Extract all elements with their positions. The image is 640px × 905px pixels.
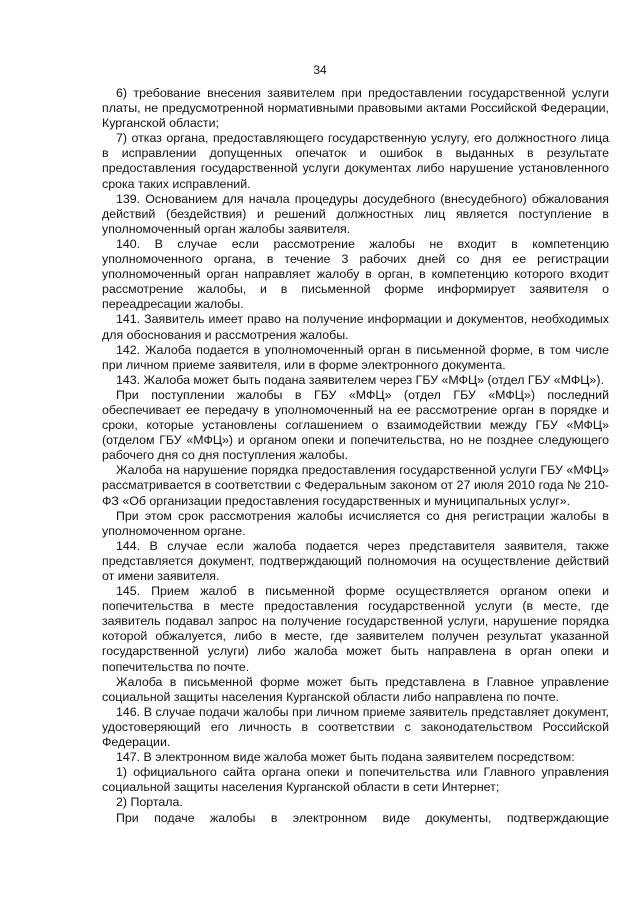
paragraph-144: 144. В случае если жалоба подается через представителя заявителя, также представляется документ, подтверждающий полномочия на осуществление действий от имени заявителя. <box>102 538 609 583</box>
paragraph-143-mfc-complaint: Жалоба на нарушение порядка предоставления государственной услуги ГБУ «МФЦ» рассматривается в соответствии с Федеральным законом от 27 июля 2010 года № 210-ФЗ «Об организации предоставления государственных и муниципальных услуг». <box>102 463 609 508</box>
paragraph-143-term: При этом срок рассмотрения жалобы исчисляется со дня регистрации жалобы в уполномоченном органе. <box>102 508 609 538</box>
paragraph-item-6: 6) требование внесения заявителем при предоставлении государственной услуги платы, не предусмотренной нормативными правовыми актами Российской Федерации, Курганской области; <box>102 86 609 131</box>
paragraph-145: 145. Прием жалоб в письменной форме осуществляется органом опеки и попечительства в месте предоставления государственной услуги (в месте, где заявитель подавал запрос на получение государственной услуги, нарушение порядка которой обжалуется, либо в месте, где заявителем получен результат указанной государственной услуги) либо жалоба может быть направлена в орган опеки и попечительства по почте. <box>102 584 609 674</box>
paragraph-147: 147. В электронном виде жалоба может быть подана заявителем посредством: <box>116 750 575 765</box>
paragraph-141: 141. Заявитель имеет право на получение информации и документов, необходимых для обоснования и рассмотрения жалобы. <box>102 312 609 342</box>
paragraph-continued: При подаче жалобы в электронном виде документы, подтверждающие <box>116 810 609 825</box>
paragraph-139: 139. Основанием для начала процедуры досудебного (внесудебного) обжалования действий (бездействия) и решений должностных лиц является поступление в уполномоченный орган жалобы заявителя. <box>102 191 609 236</box>
paragraph-143-mfc-receipt: При поступлении жалобы в ГБУ «МФЦ» (отдел ГБУ «МФЦ») последний обеспечивает ее передачу в уполномоченный на ее рассмотрение орган в порядке и сроки, которые установлены соглашением о взаимодействии между ГБУ «МФЦ» (отделом ГБУ «МФЦ») и органом опеки и попечительства, но не позднее следующего рабочего дня со дня поступления жалобы. <box>102 387 609 463</box>
page-number: 34 <box>313 63 327 77</box>
paragraph-147-item-1: 1) официального сайта органа опеки и попечительства или Главного управления социальной защиты населения Курганской области в сети Интернет; <box>102 765 609 795</box>
paragraph-142: 142. Жалоба подается в уполномоченный орган в письменной форме, в том числе при личном приеме заявителя, или в форме электронного документа. <box>102 342 609 372</box>
paragraph-140: 140. В случае если рассмотрение жалобы не входит в компетенцию уполномоченного органа, в течение 3 рабочих дней со дня ее регистрации уполномоченный орган направляет жалобу в орган, в компетенцию которого входит рассмотрение жалобы, и в письменной форме информирует заявителя о переадресации жалобы. <box>102 236 609 312</box>
paragraph-146: 146. В случае подачи жалобы при личном приеме заявитель представляет документ, удостоверяющий его личность в соответствии с законодательством Российской Федерации. <box>102 704 609 750</box>
paragraph-item-7: 7) отказ органа, предоставляющего государственную услугу, его должностного лица в исправлении допущенных опечаток и ошибок в выданных в результате предоставления государственной услуги документах либо нарушение установленного срока таких исправлений. <box>102 131 609 191</box>
paragraph-145-main-office: Жалоба в письменной форме может быть представлена в Главное управление социальной защиты населения Курганской области либо направлена по почте. <box>102 674 609 704</box>
document-body <box>102 86 609 826</box>
paragraph-147-item-2: 2) Портала. <box>116 795 183 810</box>
paragraph-143: 143. Жалоба может быть подана заявителем через ГБУ «МФЦ» (отдел ГБУ «МФЦ»). <box>116 372 604 387</box>
